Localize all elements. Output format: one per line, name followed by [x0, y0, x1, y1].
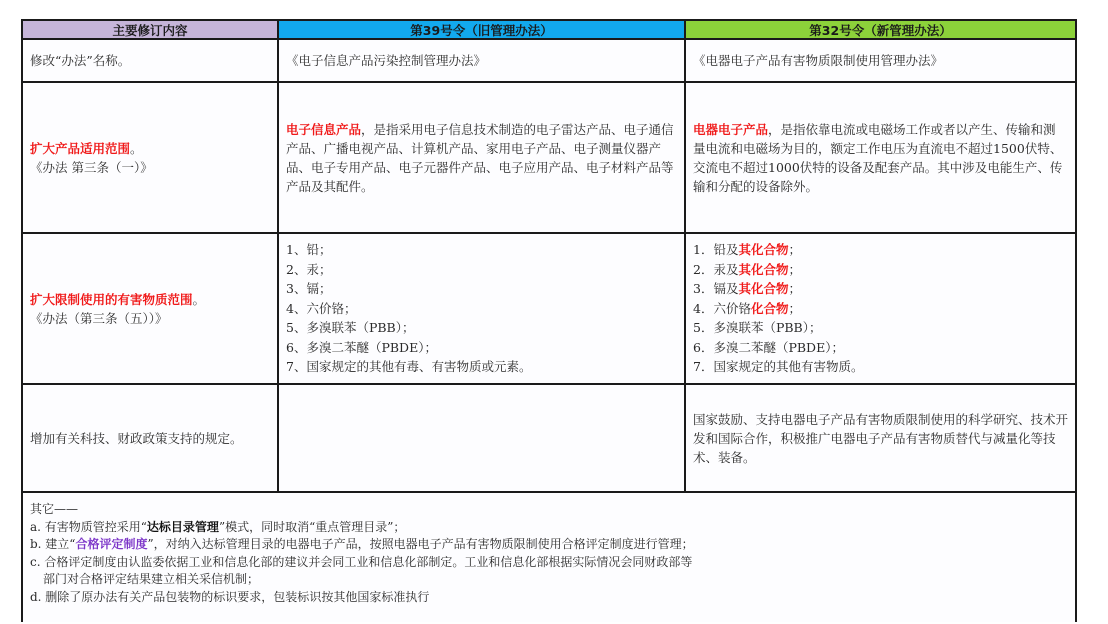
other-item-d: d. 删除了原办法有关产品包装物的标识要求，包装标识按其他国家标准执行	[30, 589, 430, 604]
old-definition-text: ，是指采用电子信息技术制造的电子雷达产品、电子通信产品、广播电视产品、计算机产品、家用电子产品、电子测量仪器产品、电子专用产品、电子元器件产品、电子应用产品、电子材料产品等产品及其配件。	[286, 121, 674, 194]
table-row-substances	[23, 234, 1075, 385]
header-main-revisions: 主要修订内容	[23, 21, 279, 38]
new-highlight: 电器电子产品	[693, 121, 769, 137]
topic-highlight: 扩大产品适用范围	[30, 140, 131, 156]
table-row-policy-support	[23, 385, 1075, 493]
new-definition	[693, 120, 1068, 196]
new-cell	[686, 385, 1075, 491]
list-item: 3．镉及其化合物；	[693, 281, 801, 297]
old-cell	[279, 234, 686, 383]
table-row-rename	[23, 40, 1075, 83]
old-substance-list	[286, 240, 677, 377]
topic-suffix: 。	[192, 291, 206, 307]
topic-reference: 《办法（第三条（五））》	[30, 310, 168, 326]
topic-suffix: 。	[130, 140, 143, 156]
topic-cell	[23, 385, 279, 491]
topic-cell	[23, 40, 279, 81]
list-item: 2．汞及其化合物；	[693, 261, 801, 277]
list-item: 1．铅及其化合物；	[693, 242, 801, 258]
topic-cell	[23, 83, 279, 232]
other-item-a: a. 有害物质管控采用“达标目录管理”模式，同时取消“重点管理目录”；	[30, 519, 406, 534]
new-cell	[686, 83, 1075, 232]
table-row-scope	[23, 83, 1075, 234]
other-notes	[30, 501, 1068, 606]
new-title: 《电器电子产品有害物质限制使用管理办法》	[693, 53, 944, 68]
list-item: 4．六价铬化合物；	[693, 300, 801, 316]
comparison-table	[21, 19, 1077, 622]
new-definition-text: ，是指依靠电流或电磁场工作或者以产生、传输和测量电流和电磁场为目的，额定工作电压为直流电不超过1500伏特、交流电不超过1000伏特的设备及配套产品。其中涉及电能生产、传输和分配的设备除外。	[693, 121, 1063, 194]
old-cell	[279, 40, 686, 81]
new-cell	[686, 234, 1075, 383]
topic-cell	[23, 234, 279, 383]
topic-heading	[30, 139, 270, 158]
other-item-b: b. 建立“合格评定制度”，对纳入达标管理目录的电器电子产品，按照电器电子产品有害物质限制使用合格评定制度进行管理；	[30, 537, 694, 551]
table-header-row	[23, 21, 1075, 40]
new-cell	[686, 40, 1075, 81]
topic-text: 修改“办法”名称。	[30, 53, 131, 68]
list-item: 7、国家规定的其他有毒、有害物质或元素。	[286, 359, 532, 375]
header-new-order-32: 第32号令（新管理办法）	[686, 21, 1075, 38]
topic-reference: 《办法 第三条（一）》	[30, 159, 153, 175]
old-title: 《电子信息产品污染控制管理办法》	[286, 53, 487, 68]
list-item: 7．国家规定的其他有害物质。	[693, 359, 864, 375]
topic-heading	[30, 290, 270, 309]
topic-highlight: 扩大限制使用的有害物质范围	[30, 291, 193, 307]
list-item: 5、多溴联苯（PBB）；	[286, 320, 415, 336]
other-title: 其它——	[30, 502, 79, 516]
old-cell-empty	[279, 385, 686, 491]
header-old-order-39: 第39号令（旧管理办法）	[279, 21, 686, 38]
table-row-other	[23, 493, 1075, 624]
list-item: 6、多溴二苯醚（PBDE）；	[286, 339, 437, 355]
other-item-c: c. 合格评定制度由认监委依据工业和信息化部的建议并会同工业和信息化部制定。工业和信息化部根据实际情况会同财政部等	[30, 554, 693, 569]
old-cell	[279, 83, 686, 232]
list-item: 4、六价铬；	[286, 300, 357, 316]
other-item-c-continued: 部门对合格评定结果建立相关采信机制；	[43, 572, 260, 586]
list-item: 2、汞；	[286, 261, 332, 277]
old-definition	[286, 120, 677, 196]
list-item: 1、铅；	[286, 242, 332, 258]
old-highlight: 电子信息产品	[286, 121, 362, 137]
list-item: 3、镉；	[286, 281, 332, 297]
topic-text: 增加有关科技、财政政策支持的规定。	[30, 430, 243, 446]
list-item: 6．多溴二苯醚（PBDE）；	[693, 339, 844, 355]
new-substance-list	[693, 240, 1068, 377]
new-text: 国家鼓励、支持电器电子产品有害物质限制使用的科学研究、技术开发和国际合作，积极推广电器电子产品有害物质替代与减量化等技术、装备。	[693, 411, 1069, 465]
list-item: 5．多溴联苯（PBB）；	[693, 320, 822, 336]
